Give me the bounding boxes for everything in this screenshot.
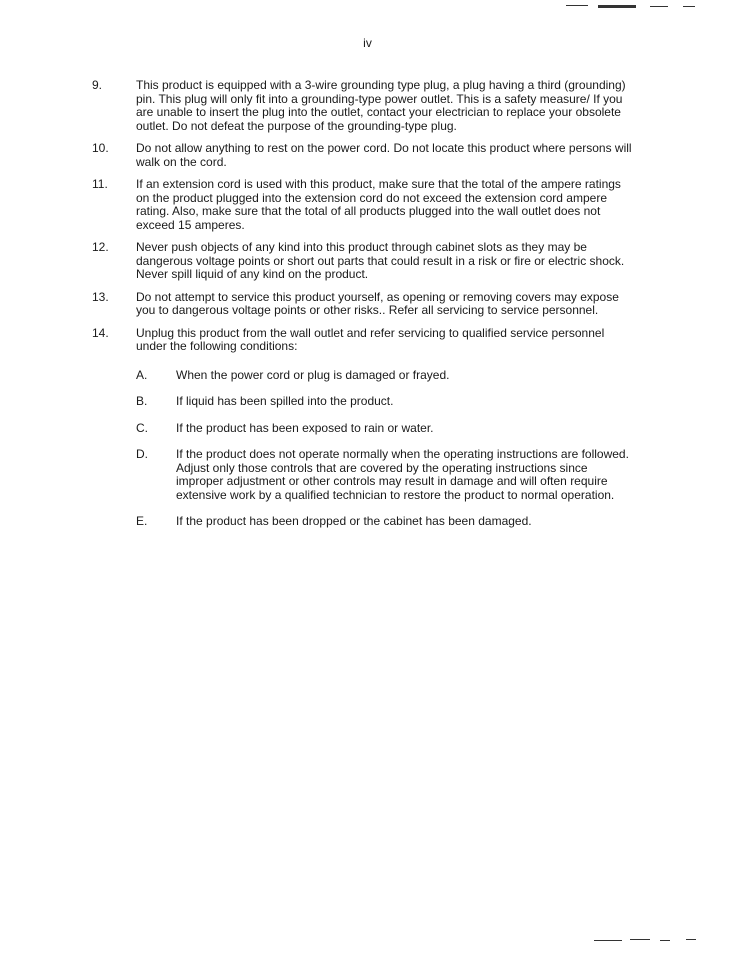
item-text: This product is equipped with a 3-wire grounding type plug, a plug having a third (grounding) pin. This plug will only fit into a grounding-type power outlet. This is a safety measure/ If you are unable to insert the plug into the outlet, contact your electrician to replace your obsolete outlet. Do not defeat the purpose of the grounding-type plug. <box>136 78 626 133</box>
item-text: Unplug this product from the wall outlet and refer servicing to qualified service personnel under the following conditions: <box>136 325 605 353</box>
item-text: If an extension cord is used with this product, make sure that the total of the ampere ratings on the product plugged into the extension cord do not exceed the extension cord ampere rating. Also, make sure that the total of all products plugged into the wall outlet does not exceed 15 amperes. <box>136 177 621 232</box>
condition-letter: C. <box>136 420 148 435</box>
list-item <box>92 142 632 169</box>
condition-item <box>136 422 632 436</box>
condition-letter: D. <box>136 447 148 461</box>
list-item <box>92 291 632 318</box>
condition-item <box>136 395 632 409</box>
page-number: iv <box>363 36 372 50</box>
item-number: 13. <box>92 289 109 304</box>
scan-mark-bottom-2 <box>630 939 650 940</box>
condition-text: When the power cord or plug is damaged or frayed. <box>176 367 450 382</box>
condition-text: If the product has been dropped or the cabinet has been damaged. <box>176 514 532 528</box>
item-text: Do not attempt to service this product yourself, as opening or removing covers may expose you to dangerous voltage points or other risks.. Refer all servicing to service personnel. <box>136 289 619 317</box>
scan-mark-top-2 <box>598 5 636 8</box>
item-number: 14. <box>92 325 109 340</box>
condition-item <box>136 369 632 383</box>
item-text: Never push objects of any kind into this product through cabinet slots as they may be dangerous voltage points or short out parts that could result in a risk or fire or electric shock. Never spill liquid of any kind on the product. <box>136 240 625 281</box>
list-item <box>92 241 632 282</box>
list-item <box>92 327 632 529</box>
list-item <box>92 79 632 133</box>
condition-text: If the product does not operate normally when the operating instructions are followed. Adjust only those controls that are covered by the operating instructions since improper adjustment or other controls may result in damage and will often require extensive work by a qualified technician to restore the product to normal operation. <box>176 447 629 502</box>
condition-letter: B. <box>136 394 148 408</box>
item-number: 9. <box>92 78 103 92</box>
condition-text: If the product has been exposed to rain or water. <box>176 420 434 435</box>
condition-letter: E. <box>136 514 148 528</box>
item-text-block <box>136 327 632 529</box>
scan-mark-bottom-3 <box>660 940 670 941</box>
condition-text: If liquid has been spilled into the product. <box>176 394 394 408</box>
list-item <box>92 178 632 232</box>
item-number: 10. <box>92 141 109 155</box>
condition-item <box>136 515 632 529</box>
item-number: 12. <box>92 240 109 254</box>
condition-item <box>136 448 632 502</box>
item-text: Do not allow anything to rest on the power cord. Do not locate this product where persons will walk on the cord. <box>136 141 632 169</box>
conditions-list <box>136 369 632 529</box>
condition-letter: A. <box>136 367 148 382</box>
scan-mark-top-4 <box>683 6 695 7</box>
scan-mark-top-1 <box>566 5 588 6</box>
safety-instructions-list <box>92 79 632 538</box>
scan-mark-bottom-4 <box>686 939 696 940</box>
scan-mark-top-3 <box>650 6 668 7</box>
item-number: 11. <box>92 177 108 191</box>
scan-mark-bottom-1 <box>594 940 622 941</box>
